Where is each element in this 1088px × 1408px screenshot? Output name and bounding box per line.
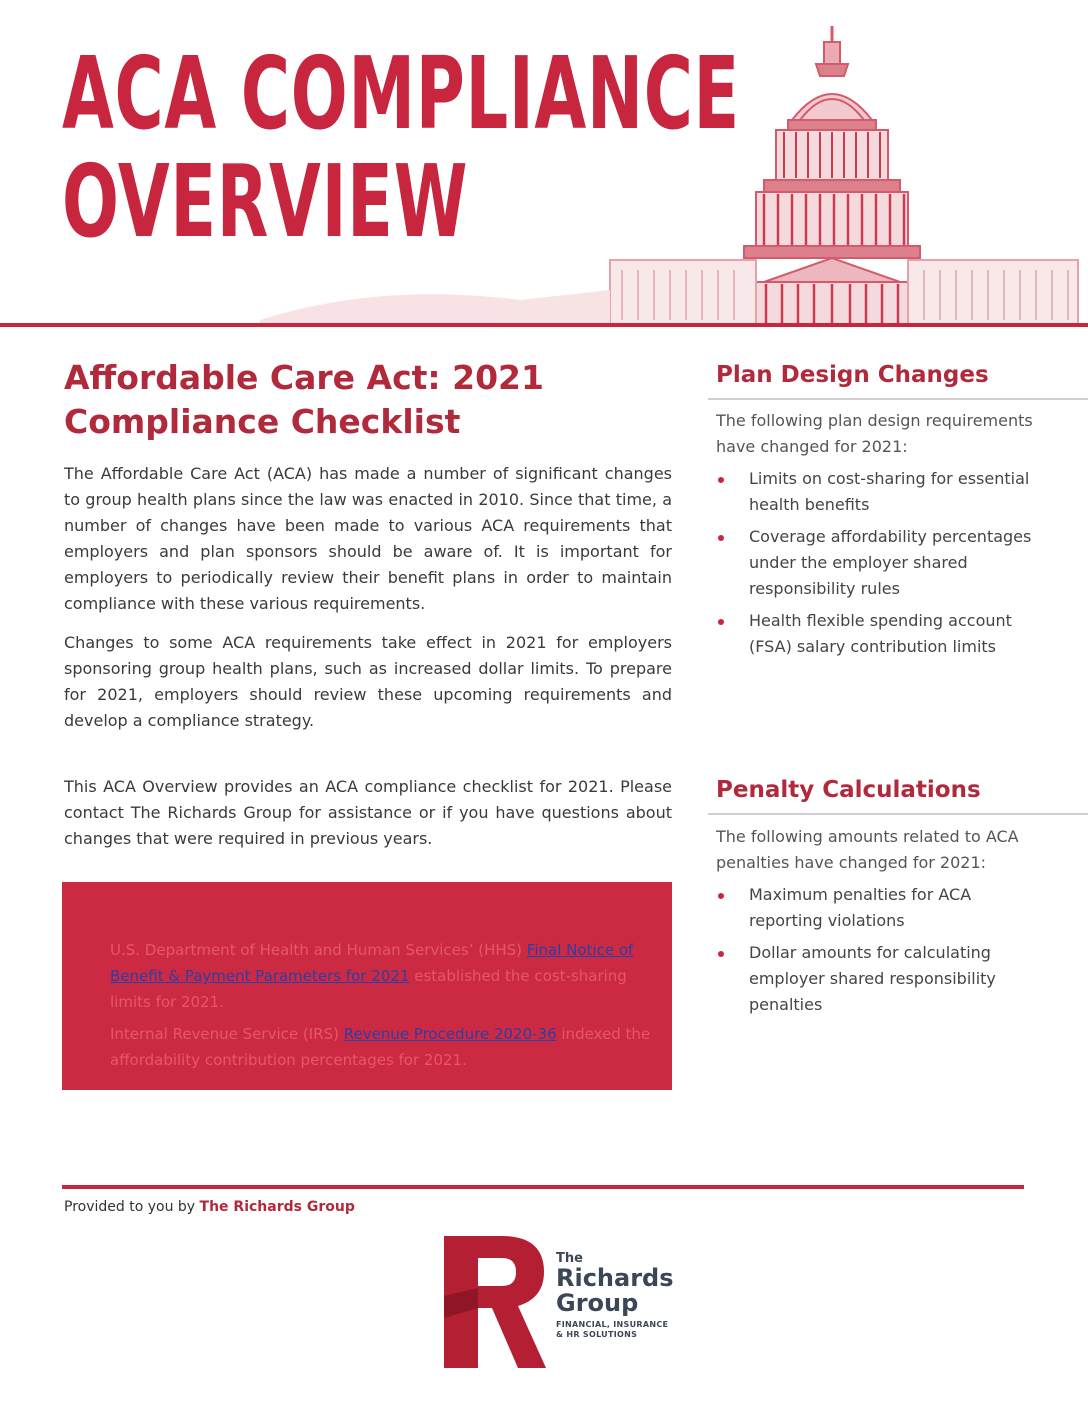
sources-callout [62,882,672,1090]
list-item-text: Health flexible spending account (FSA) salary contribution limits [749,611,1012,656]
bullet-icon [718,893,724,899]
provided-by-company: The Richards Group [199,1199,355,1215]
callout-hhs-prefix: U.S. Department of Health and Human Services’ (HHS) [110,941,527,959]
footer-divider [62,1185,1024,1189]
logo-the: The [556,1251,583,1266]
logo-tagline-1: FINANCIAL, INSURANCE [556,1320,669,1329]
penalty-divider [708,813,1088,815]
list-item [716,882,1046,934]
list-item-text: Maximum penalties for ACA reporting violations [749,885,972,930]
penalty-heading: Penalty Calculations [716,777,981,803]
callout-irs-suffix: indexed the affordability contribution percentages for 2021. [110,1025,651,1069]
hhs-final-notice-link[interactable]: Final Notice of Benefit & Payment Parameters for 2021 [110,941,634,985]
header-divider [0,323,1088,327]
penalty-list [716,882,1046,1024]
overview-paragraph: This ACA Overview provides an ACA compliance checklist for 2021. Please contact The Richards Group for assistance or if you have questions about changes that were required in previous years. [64,777,672,848]
list-item [716,608,1046,660]
list-item-text: Limits on cost-sharing for essential health benefits [749,469,1030,514]
callout-irs-text [110,1021,662,1073]
bullet-icon [718,477,724,483]
richards-group-r-logo-icon [444,1236,548,1368]
intro-paragraph: The Affordable Care Act (ACA) has made a number of significant changes to group health plans since the law was enacted in 2010. Since that time, a number of changes have been made to various ACA requirements that employers and plan sponsors should be aware of. It is important for employers to periodically review their benefit plans in order to maintain compliance with these various requirements. [64,464,672,613]
provided-by-prefix: Provided to you by [64,1199,200,1215]
penalty-intro: The following amounts related to ACA penalties have changed for 2021: [716,827,1019,872]
list-item [716,940,1046,1018]
logo-richards: Richards [556,1264,674,1292]
capitol-building-illustration [260,20,1088,328]
changes-paragraph: Changes to some ACA requirements take effect in 2021 for employers sponsoring group health plans, such as increased dollar limits. To prepare for 2021, employers should review these upcoming requirements and develop a compliance strategy. [64,633,672,730]
logo-tagline-2: & HR SOLUTIONS [556,1330,638,1339]
callout-irs-prefix: Internal Revenue Service (IRS) [110,1025,344,1043]
provided-by-line [64,1197,355,1217]
plan-design-list [716,466,1046,666]
page-heading-line-2: Compliance Checklist [64,402,461,441]
plan-design-intro: The following plan design requirements have changed for 2021: [716,411,1033,456]
callout-hhs-text [110,937,662,1015]
plan-design-heading: Plan Design Changes [716,362,989,388]
bullet-icon [718,951,724,957]
plan-design-divider [708,398,1088,400]
title-line-1: ACA COMPLIANCE [62,35,740,152]
list-item [716,466,1046,518]
bullet-icon [718,535,724,541]
list-item-text: Coverage affordability percentages under the employer shared responsibility rules [749,527,1032,598]
irs-revenue-procedure-link[interactable]: Revenue Procedure 2020-36 [343,1025,557,1043]
bullet-icon [718,619,724,625]
logo-group: Group [556,1289,639,1317]
title-line-2: OVERVIEW [62,143,469,260]
page-heading [64,356,624,444]
page-heading-line-1: Affordable Care Act: 2021 [64,358,544,397]
list-item [716,524,1046,602]
richards-group-wordmark [556,1252,696,1340]
list-item-text: Dollar amounts for calculating employer shared responsibility penalties [749,943,996,1014]
callout-hhs-suffix: established the cost-sharing limits for 2021. [110,967,627,1011]
